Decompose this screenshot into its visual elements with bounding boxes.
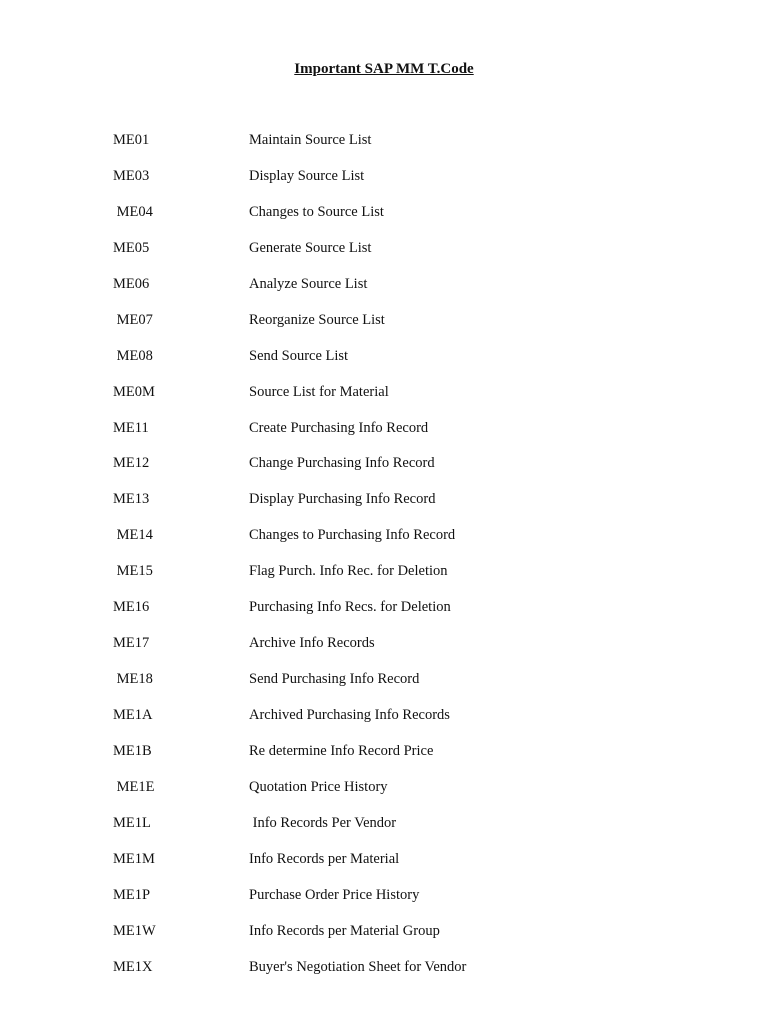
tcode-code: ME04 <box>113 203 153 220</box>
tcode-code: ME1X <box>113 958 153 975</box>
tcode-row <box>0 633 768 669</box>
tcode-description: Change Purchasing Info Record <box>249 455 435 472</box>
tcode-row <box>0 561 768 597</box>
tcode-row <box>0 166 768 202</box>
tcode-row <box>0 849 768 885</box>
tcode-code: ME13 <box>113 491 150 508</box>
tcode-row <box>0 382 768 418</box>
tcode-description: Info Records per Material <box>249 850 400 867</box>
tcode-code: ME1M <box>113 850 155 867</box>
tcode-description: Info Records Per Vendor <box>249 814 397 831</box>
tcode-description: Buyer's Negotiation Sheet for Vendor <box>249 958 467 975</box>
tcode-code: ME16 <box>113 599 150 616</box>
tcode-description: Purchasing Info Recs. for Deletion <box>249 599 451 616</box>
tcode-description: Changes to Purchasing Info Record <box>249 527 456 544</box>
tcode-description: Source List for Material <box>249 383 389 400</box>
tcode-code: ME05 <box>113 239 150 256</box>
tcode-row <box>0 310 768 346</box>
tcode-row <box>0 741 768 777</box>
tcode-row <box>0 346 768 382</box>
tcode-row <box>0 418 768 454</box>
tcode-code: ME1L <box>113 814 151 831</box>
tcode-row <box>0 921 768 957</box>
tcode-row <box>0 489 768 525</box>
tcode-row <box>0 130 768 166</box>
tcode-code: ME1E <box>113 778 155 795</box>
tcode-code: ME03 <box>113 167 150 184</box>
tcode-description: Display Purchasing Info Record <box>249 491 436 508</box>
tcode-row <box>0 453 768 489</box>
tcode-row <box>0 669 768 705</box>
tcode-description: Send Purchasing Info Record <box>249 671 420 688</box>
tcode-description: Create Purchasing Info Record <box>249 419 429 436</box>
tcode-row <box>0 597 768 633</box>
tcode-code: ME1B <box>113 742 152 759</box>
tcode-description: Flag Purch. Info Rec. for Deletion <box>249 563 448 580</box>
tcode-code: ME18 <box>113 671 153 688</box>
tcode-description: Quotation Price History <box>249 778 388 795</box>
tcode-description: Generate Source List <box>249 239 372 256</box>
tcode-description: Purchase Order Price History <box>249 886 420 903</box>
tcode-row <box>0 777 768 813</box>
tcode-row <box>0 885 768 921</box>
tcode-code: ME1P <box>113 886 151 903</box>
tcode-row <box>0 238 768 274</box>
tcode-code: ME1A <box>113 707 153 723</box>
tcode-row <box>0 813 768 849</box>
tcode-code: ME15 <box>113 563 153 580</box>
tcode-code: ME1W <box>113 922 156 939</box>
tcode-row <box>0 202 768 238</box>
tcode-description: Maintain Source List <box>249 132 372 148</box>
tcode-code: ME01 <box>113 132 150 148</box>
tcode-description: Info Records per Material Group <box>249 922 440 939</box>
tcode-code: ME0M <box>113 383 155 400</box>
tcode-code: ME12 <box>113 455 150 472</box>
tcode-row <box>0 957 768 993</box>
tcode-code: ME11 <box>113 419 149 436</box>
tcode-code: ME17 <box>113 635 150 652</box>
tcode-description: Reorganize Source List <box>249 311 385 328</box>
tcode-description: Changes to Source List <box>249 203 384 220</box>
tcode-code: ME14 <box>113 527 153 544</box>
tcode-row <box>0 525 768 561</box>
tcode-row <box>0 274 768 310</box>
tcode-list <box>0 130 768 993</box>
tcode-row <box>0 705 768 741</box>
tcode-description: Send Source List <box>249 347 349 364</box>
tcode-description: Display Source List <box>249 167 365 184</box>
document-title: Important SAP MM T.Code <box>294 61 474 77</box>
tcode-description: Analyze Source List <box>249 275 368 292</box>
tcode-code: ME08 <box>113 347 153 364</box>
tcode-description: Archived Purchasing Info Records <box>249 707 450 723</box>
tcode-code: ME06 <box>113 275 150 292</box>
tcode-description: Re determine Info Record Price <box>249 742 434 759</box>
tcode-description: Archive Info Records <box>249 635 375 652</box>
tcode-code: ME07 <box>113 311 153 328</box>
